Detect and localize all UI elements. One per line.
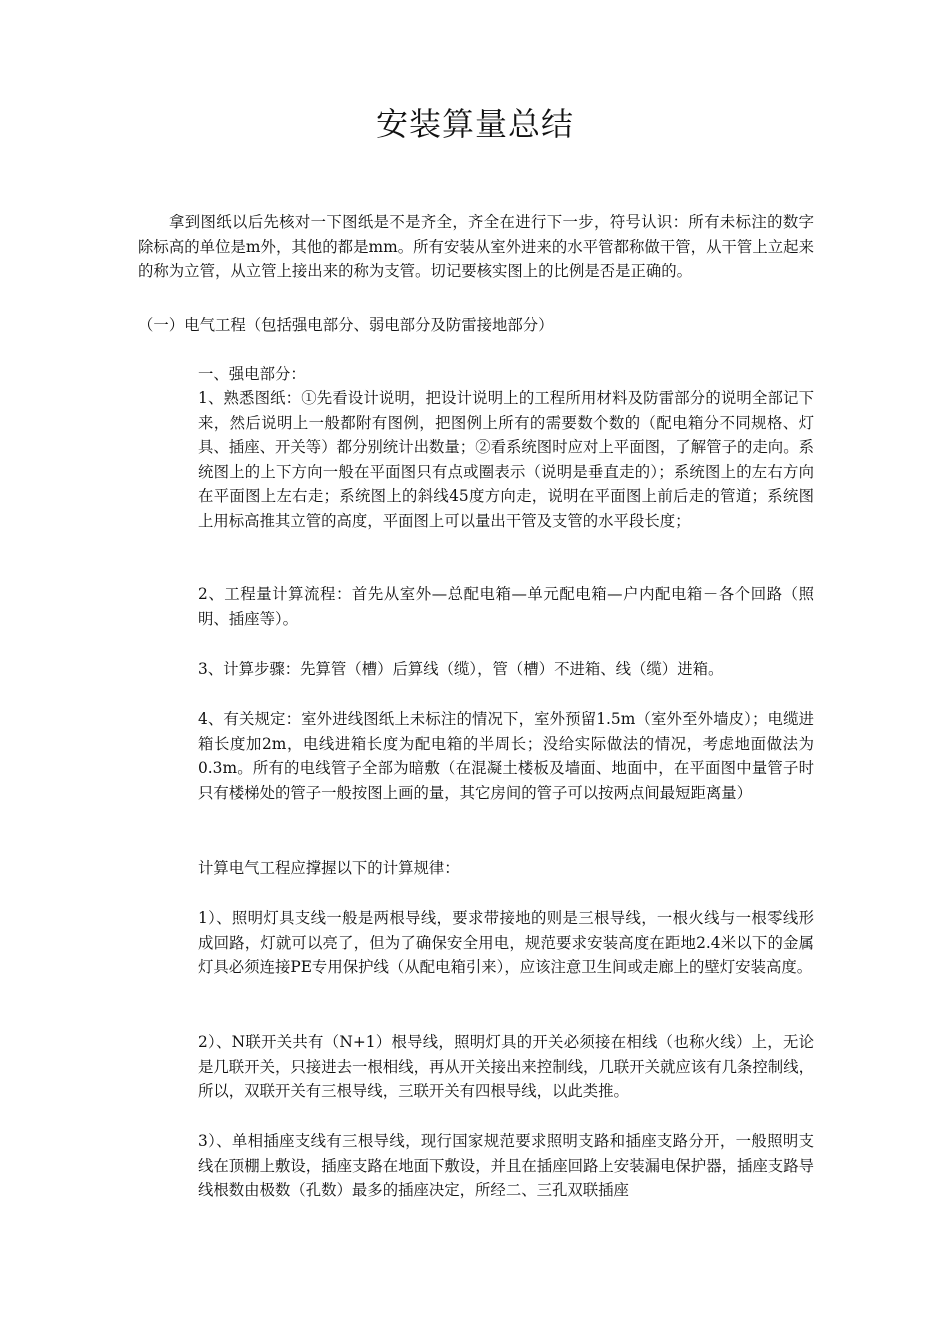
paragraph-rule-sockets: 3）、单相插座支线有三根导线，现行国家规范要求照明支路和插座支路分开，一般照明支线在顶棚上敷设，插座支路在地面下敷设，并且在插座回路上安装漏电保护器，插座支路导线根数由极数（孔数）最多的插座决定，所经二、三孔双联插座: [198, 1132, 814, 1199]
paragraph-rules-intro: 计算电气工程应撑握以下的计算规律：: [198, 859, 460, 877]
paragraph-calculation-steps: 3、计算步骤：先算管（槽）后算线（缆），管（槽）不进箱、线（缆）进箱。: [198, 660, 724, 678]
paragraph-familiarize-drawings: 1、熟悉图纸：①先看设计说明，把设计说明上的工程所用材料及防雷部分的说明全部记下来，然后说明上一般都附有图例，把图例上所有的需要数个数的（配电箱分不同规格、灯具、插座、开关等）都分别统计出数量；②看系统图时应对上平面图，了解管子的走向。系统图上的上下方向一般在平面图只有点或圈表示（说明是垂直走的）；系统图上的左右方向在平面图上左右走；系统图上的斜线45度方向走，说明在平面图上前后走的管道；系统图上用标高推其立管的高度，平面图上可以量出干管及支管的水平段长度；: [198, 389, 814, 530]
paragraph-calculation-flow: 2、工程量计算流程：首先从室外—总配电箱—单元配电箱—户内配电箱－各个回路（照明、插座等）。: [198, 585, 814, 628]
intro-paragraph: 拿到图纸以后先核对一下图纸是不是齐全，齐全在进行下一步，符号认识：所有未标注的数字除标高的单位是m外，其他的都是mm。所有安装从室外进来的水平管都称做干管，从干管上立起来的称为立管，从立管上接出来的称为支管。切记要核实图上的比例是否是正确的。: [138, 213, 814, 280]
section-heading-electrical: （一）电气工程（包括强电部分、弱电部分及防雷接地部分）: [138, 316, 554, 334]
subsection-heading-strong-current: 一、强电部分：: [198, 365, 306, 383]
paragraph-regulations: 4、有关规定：室外进线图纸上未标注的情况下，室外预留1.5m（室外至外墙皮）；电缆进箱长度加2m，电线进箱长度为配电箱的半周长；没给实际做法的情况，考虑地面做法为0.3m。所有的电线管子全部为暗敷（在混凝土楼板及墙面、地面中，在平面图中量管子时只有楼梯处的管子一般按图上画的量，其它房间的管子可以按两点间最短距离量）: [198, 710, 814, 802]
paragraph-rule-lighting: 1）、照明灯具支线一般是两根导线，要求带接地的则是三根导线，一根火线与一根零线形成回路，灯就可以亮了，但为了确保安全用电，规范要求安装高度在距地2.4米以下的金属灯具必须连接PE专用保护线（从配电箱引来），应该注意卫生间或走廊上的壁灯安装高度。: [198, 909, 814, 976]
paragraph-rule-switches: 2）、N联开关共有（N+1）根导线，照明灯具的开关必须接在相线（也称火线）上，无论是几联开关，只接进去一根相线，再从开关接出来控制线，几联开关就应该有几条控制线，所以，双联开关有三根导线，三联开关有四根导线，以此类推。: [198, 1033, 814, 1100]
document-title: 安装算量总结: [375, 105, 574, 143]
